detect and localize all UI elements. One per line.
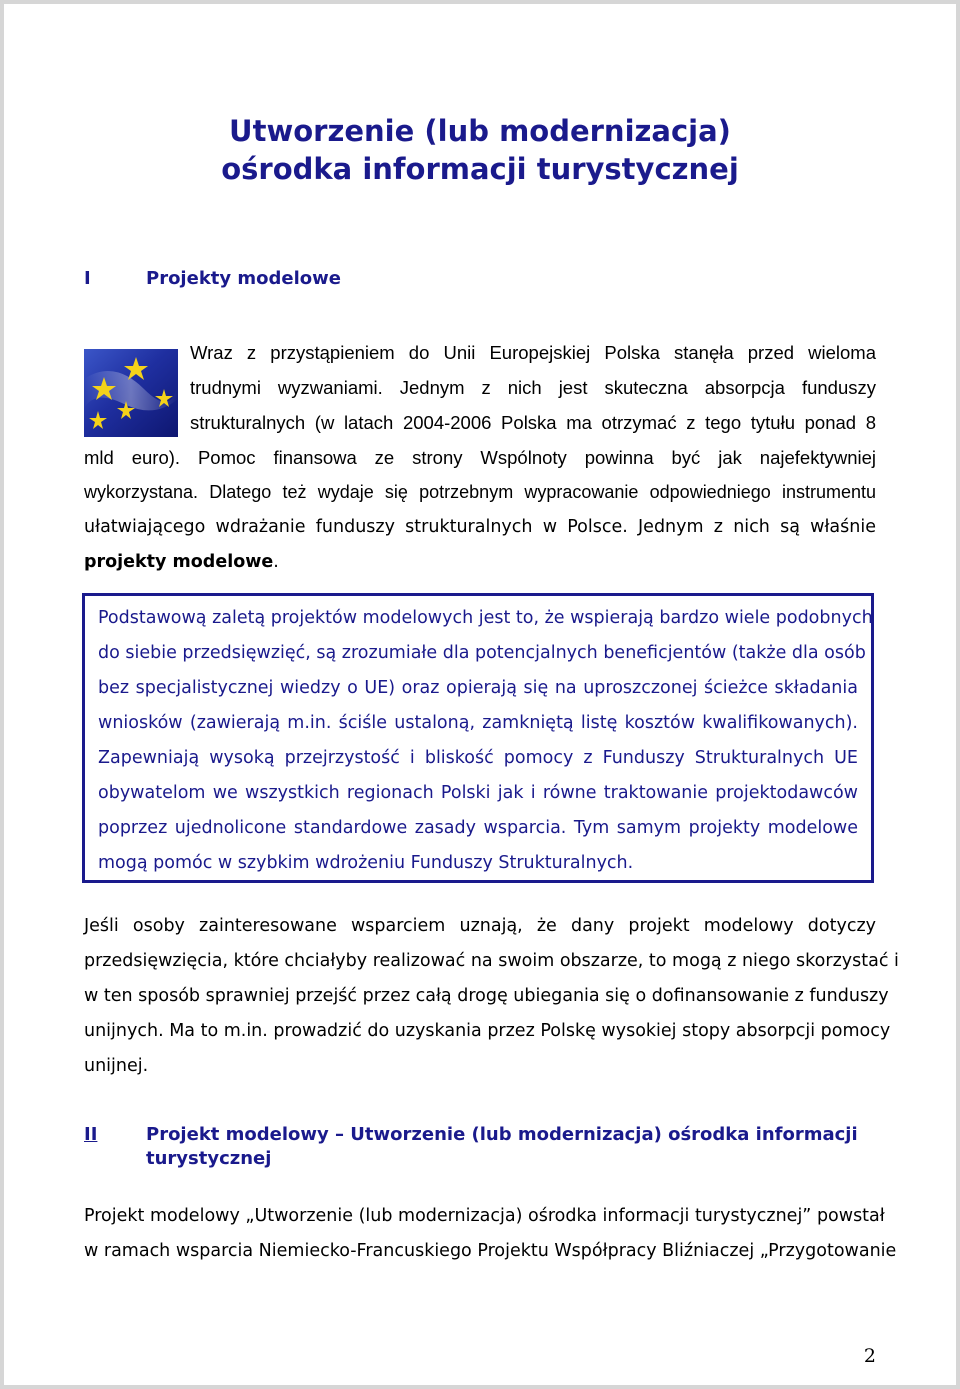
- text-line: mogą pomóc w szybkim wdrożeniu Funduszy Strukturalnych.: [98, 853, 634, 873]
- text-line: obywatelom we wszystkich regionach Polski jak i równe traktowanie projektodawców: [98, 783, 858, 803]
- text-line-last: [84, 545, 876, 580]
- document-title: [0, 112, 960, 188]
- title-line-1: Utworzenie (lub modernizacja): [229, 114, 731, 148]
- page-number: 2: [863, 1345, 876, 1367]
- paragraph-2: [84, 909, 899, 1084]
- text-line: wykorzystana. Dlatego też wydaje się potrzebnym wypracowanie odpowiedniego instrumentu: [84, 482, 876, 502]
- text-line: przedsięwzięcia, które chciałyby realizować na swoim obszarze, to mogą z niego skorzystać i: [84, 951, 899, 971]
- text-line: Zapewniają wysoką przejrzystość i bliskość pomocy z Funduszy Strukturalnych UE: [98, 748, 858, 768]
- text-line: wniosków (zawierają m.in. ściśle ustaloną, zamkniętą listę kosztów kwalifikowanych).: [98, 713, 858, 733]
- text-line: poprzez ujednolicone standardowe zasady wsparcia. Tym samym projekty modelowe: [98, 818, 858, 838]
- section-title: Projekty modelowe: [146, 268, 341, 289]
- section-number: I: [84, 268, 91, 289]
- text-line: Projekt modelowy „Utworzenie (lub modernizacja) ośrodka informacji turystycznej” powstał: [84, 1206, 885, 1226]
- text-line: mld euro). Pomoc finansowa ze strony Wspólnoty powinna być jak najefektywniej: [84, 447, 876, 468]
- intro-paragraph-continued: [84, 475, 876, 580]
- paragraph-3: [84, 1199, 897, 1269]
- text-line: Wraz z przystąpieniem do Unii Europejskiej Polska stanęła przed wieloma: [190, 342, 876, 363]
- text-line: strukturalnych (w latach 2004-2006 Polska ma otrzymać z tego tytułu ponad 8: [190, 412, 876, 433]
- title-line-2: ośrodka informacji turystycznej: [221, 152, 739, 186]
- bold-phrase: projekty modelowe: [84, 552, 274, 572]
- text-line: unijnej.: [84, 1056, 149, 1076]
- section-number: II: [84, 1124, 98, 1145]
- section-title: Projekt modelowy – Utworzenie (lub modernizacja) ośrodka informacji turystycznej: [146, 1124, 858, 1169]
- text-line: w ramach wsparcia Niemiecko-Francuskiego Projektu Współpracy Bliźniaczej „Przygotowanie: [84, 1241, 897, 1261]
- text-line: unijnych. Ma to m.in. prowadzić do uzyskania przez Polskę wysokiej stopy absorpcji pomocy: [84, 1021, 891, 1041]
- intro-paragraph-bottom: [84, 440, 876, 475]
- text-line: bez specjalistycznej wiedzy o UE) oraz opierają się na uproszczonej ścieżce składania: [98, 678, 858, 698]
- highlight-box: [82, 593, 874, 883]
- text-line: Podstawową zaletą projektów modelowych jest to, że wspierają bardzo wiele podobnych: [98, 608, 873, 628]
- text-line: Jeśli osoby zainteresowane wsparciem uznają, że dany projekt modelowy dotyczy: [84, 916, 876, 936]
- box-paragraph: [98, 601, 873, 881]
- intro-paragraph-top: [190, 335, 876, 440]
- text-line: trudnymi wyzwaniami. Jednym z nich jest skuteczna absorpcja funduszy: [190, 377, 876, 398]
- text-line: ułatwiającego wdrażanie funduszy strukturalnych w Polsce. Jednym z nich są właśnie: [84, 517, 876, 537]
- text-line: w ten sposób sprawniej przejść przez całą drogę ubiegania się o dofinansowanie z funduszy: [84, 986, 889, 1006]
- period: .: [273, 552, 279, 572]
- text-line: do siebie przedsięwzięć, są zrozumiałe dla potencjalnych beneficjentów (także dla osób: [98, 643, 866, 663]
- eu-flag-icon: [84, 349, 178, 437]
